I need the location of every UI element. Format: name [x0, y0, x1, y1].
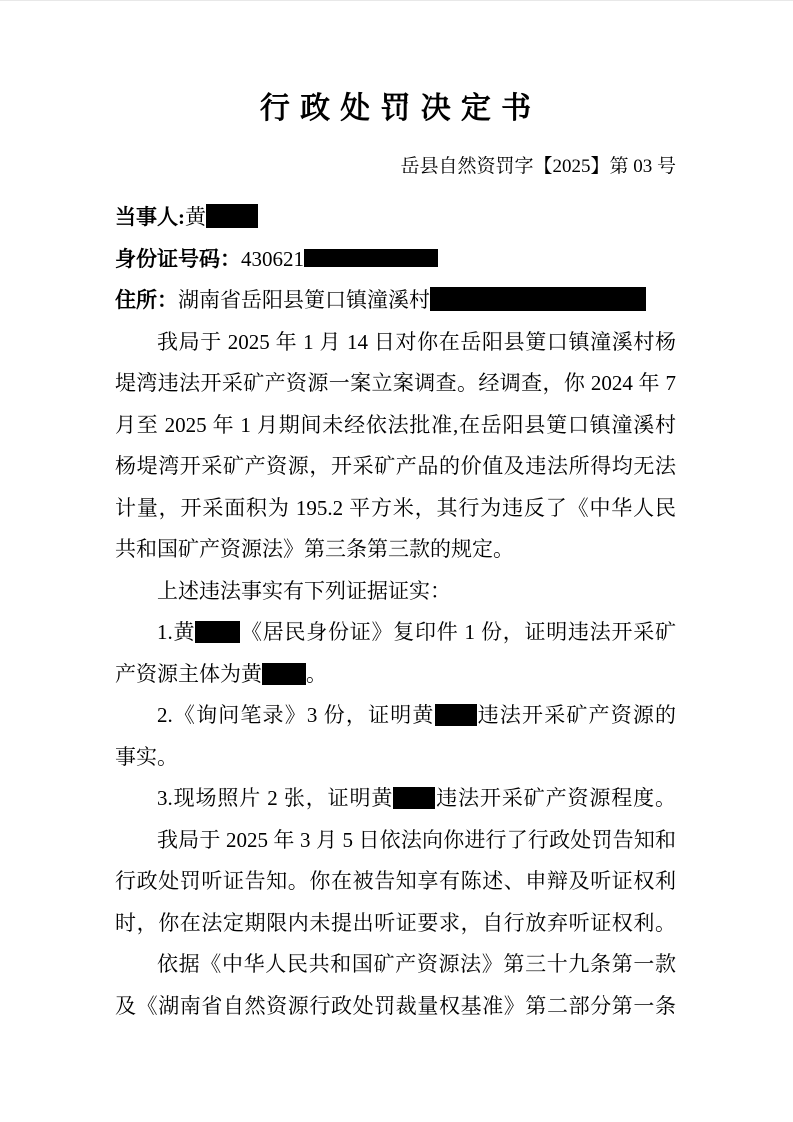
- id-value-visible: 430621: [241, 246, 304, 271]
- evidence3-text-pre: 3.现场照片 2 张，证明黄: [157, 786, 394, 810]
- party-info-section: [115, 197, 676, 322]
- body-line: [115, 778, 676, 820]
- body-line: 及《湖南省自然资源行政处罚裁量权基准》第二部分第一条: [115, 993, 676, 1018]
- body-line: 共和国矿产资源法》第三条第三款的规定。: [115, 537, 514, 561]
- id-number-row: [115, 239, 676, 281]
- redaction-box-name: [262, 663, 306, 685]
- redaction-box-id-number: [304, 249, 438, 267]
- body-line: [115, 695, 676, 737]
- body-line: 计量，开采面积为 195.2 平方米，其行为违反了《中华人民: [115, 495, 676, 520]
- evidence-item-3: [115, 778, 676, 820]
- party-name-visible: 黄: [185, 205, 206, 229]
- evidence2-text-pre: 2.《询问笔录》3 份，证明黄: [157, 703, 435, 727]
- evidence-intro-line: 上述违法事实有下列证据证实：: [157, 578, 451, 603]
- body-line: 杨堤湾开采矿产资源，开采矿产品的价值及违法所得均无法: [115, 454, 676, 478]
- redaction-box-name: [195, 621, 240, 643]
- evidence1-text2-post: 。: [306, 661, 327, 686]
- body-line: 我局于 2025 年 1 月 14 日对你在岳阳县筻口镇潼溪村杨: [157, 329, 676, 354]
- body-line: 时，你在法定期限内未提出听证要求，自行放弃听证权利。: [115, 910, 676, 935]
- body-line: 堤湾违法开采矿产资源一案立案调查。经调查，你 2024 年 7: [115, 371, 676, 395]
- address-value-visible: 湖南省岳阳县筻口镇潼溪村: [178, 288, 430, 312]
- evidence1-text-post: 《居民身份证》复印件 1 份，证明违法开采矿: [240, 620, 676, 644]
- investigation-paragraph: [115, 322, 676, 571]
- body-line: 依据《中华人民共和国矿产资源法》第三十九条第一款: [157, 952, 676, 976]
- evidence-item-2: [115, 695, 676, 778]
- evidence3-text-post: 违法开采矿产资源程度。: [435, 786, 676, 810]
- redaction-box-name: [435, 704, 477, 726]
- body-line: [115, 612, 676, 654]
- hearing-notice-paragraph: [115, 820, 676, 945]
- redaction-box-party-name: [206, 204, 258, 228]
- body-line: [115, 654, 676, 696]
- legal-basis-paragraph: [115, 944, 676, 1027]
- body-line: 行政处罚听证告知。你在被告知享有陈述、申辩及听证权利: [115, 869, 676, 893]
- party-label: 当事人:: [115, 205, 185, 229]
- evidence1-text2-pre: 产资源主体为黄: [115, 661, 262, 686]
- party-row: [115, 197, 676, 239]
- address-label: 住所：: [115, 288, 178, 312]
- evidence1-text-pre: 1.黄: [157, 620, 196, 644]
- penalty-decision-document: [0, 1, 793, 1027]
- body-line: 我局于 2025 年 3 月 5 日依法向你进行了行政处罚告知和: [157, 827, 676, 852]
- evidence-item-1: [115, 612, 676, 695]
- evidence2-text-post: 违法开采矿产资源的: [476, 703, 676, 727]
- redaction-box-name: [393, 787, 435, 809]
- address-row: [115, 280, 676, 322]
- redaction-box-address: [430, 287, 646, 311]
- body-line: 事实。: [115, 744, 178, 769]
- document-number: 岳县自然资罚字【2025】第 03 号: [400, 156, 676, 177]
- document-title: 行政处罚决定书: [259, 92, 542, 125]
- id-label: 身份证号码：: [115, 246, 241, 271]
- body-line: 月至 2025 年 1 月期间未经依法批准,在岳阳县筻口镇潼溪村: [115, 412, 676, 437]
